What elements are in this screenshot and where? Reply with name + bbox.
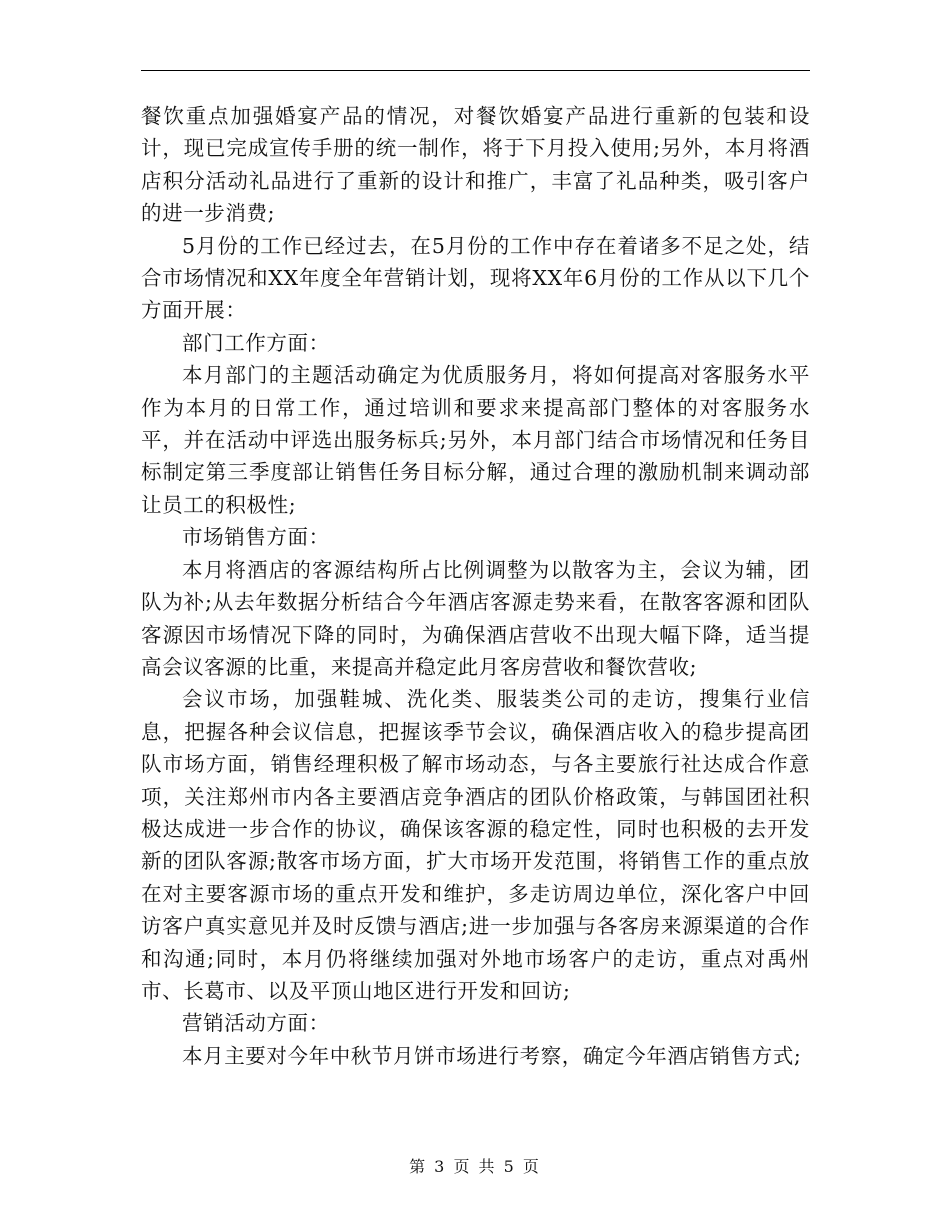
document-body <box>141 100 810 1072</box>
paragraph-market-sales: 本月将酒店的客源结构所占比例调整为以散客为主，会议为辅，团队为补;从去年数据分析结合今年酒店客源走势来看，在散客客源和团队客源因市场情况下降的同时，为确保酒店营收不出现大幅下降，适当提高会议客源的比重，来提高并稳定此月客房营收和餐饮营收; <box>141 557 810 679</box>
paragraph-marketing-activities: 本月主要对今年中秋节月饼市场进行考察，确定今年酒店销售方式; <box>182 1043 802 1068</box>
paragraph-conference-market: 会议市场，加强鞋城、洗化类、服装类公司的走访，搜集行业信息，把握各种会议信息，把握该季节会议，确保酒店收入的稳步提高团队市场方面，销售经理积极了解市场动态，与各主要旅行社达成合作意项，关注郑州市内各主要酒店竞争酒店的团队价格政策，与韩国团社积极达成进一步合作的协议，确保该客源的稳定性，同时也积极的去开发新的团队客源;散客市场方面，扩大市场开发范围，将销售工作的重点放在对主要客源市场的重点开发和维护，多走访周边单位，深化客户中回访客户真实意见并及时反馈与酒店;进一步加强与各客房来源渠道的合作和沟通;同时，本月仍将继续加强对外地市场客户的走访，重点对禹州市、长葛市、以及平顶山地区进行开发和回访; <box>141 687 810 1003</box>
paragraph-may-summary: 5月份的工作已经过去，在5月份的工作中存在着诸多不足之处，结合市场情况和XX年度全年营销计划，现将XX年6月份的工作从以下几个方面开展： <box>141 233 810 323</box>
heading-marketing-activities: 营销活动方面： <box>182 1011 330 1036</box>
header-rule <box>141 70 810 71</box>
paragraph-department-work: 本月部门的主题活动确定为优质服务月，将如何提高对客服务水平作为本月的日常工作，通过培训和要求来提高部门整体的对客服务水平，并在活动中评选出服务标兵;另外，本月部门结合市场情况和任务目标制定第三季度部让销售任务目标分解，通过合理的激励机制来调动部让员工的积极性; <box>141 363 810 517</box>
heading-department-work: 部门工作方面： <box>182 330 330 355</box>
page-number-footer: 第 3 页 共 5 页 <box>409 1157 541 1176</box>
heading-market-sales: 市场销售方面： <box>182 525 330 550</box>
paragraph-banquet-products: 餐饮重点加强婚宴产品的情况，对餐饮婚宴产品进行重新的包装和设计，现已完成宣传手册的统一制作，将于下月投入使用;另外，本月将酒店积分活动礼品进行了重新的设计和推广，丰富了礼品种类，吸引客户的进一步消费; <box>141 104 810 226</box>
